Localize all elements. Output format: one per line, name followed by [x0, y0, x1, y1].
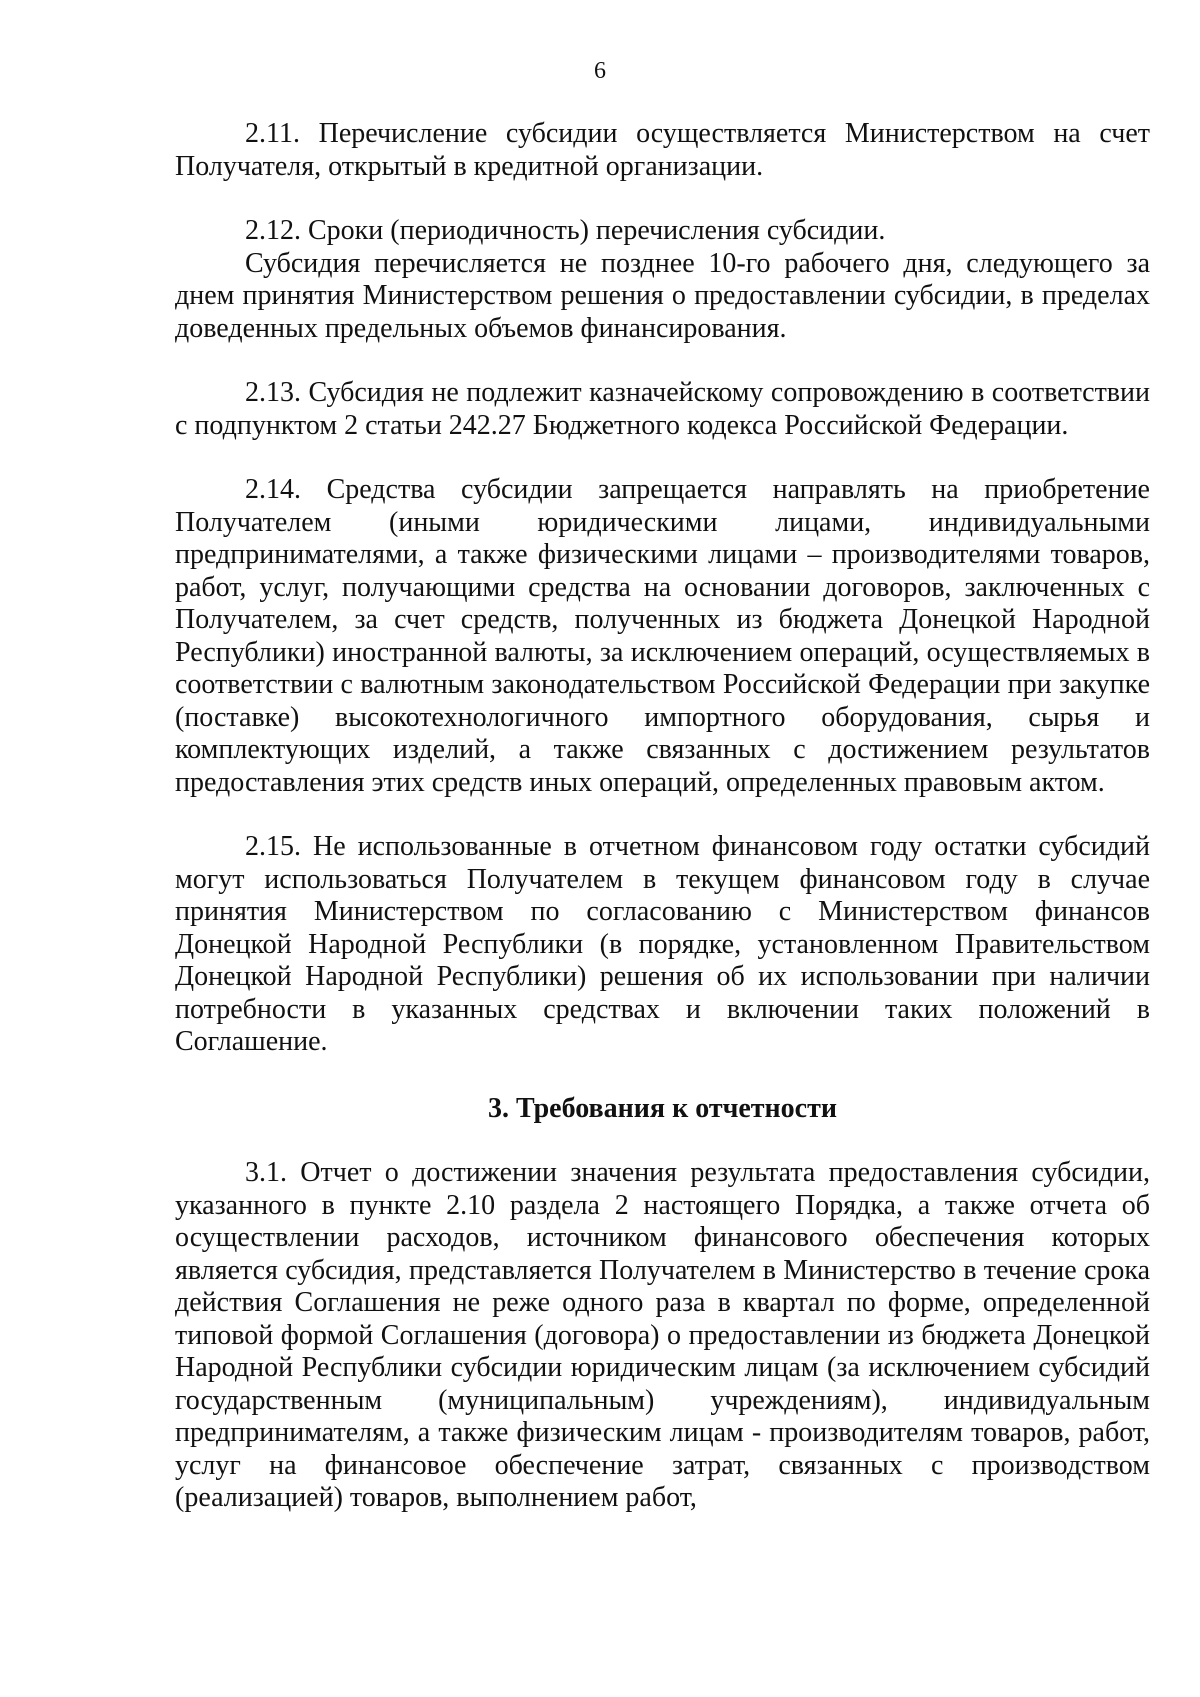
page-number: 6	[594, 58, 606, 84]
paragraph-2-11: 2.11. Перечисление субсидии осуществляется Министерством на счет Получателя, открытый в кредитной организации.	[175, 118, 1150, 182]
section-3-heading: 3. Требования к отчетности	[487, 1092, 837, 1124]
paragraph-2-15: 2.15. Не использованные в отчетном финансовом году остатки субсидий могут использоваться Получателем в текущем финансовом году в случае принятия Министерством по согласованию с Министерством финансов Донецкой Народной Республики (в порядке, установленном Правительством Донецкой Народной Республики) решения об их использовании при наличии потребности в указанных средствах и включении таких положений в Соглашение.	[175, 831, 1150, 1057]
paragraph-2-12-title: 2.12. Сроки (периодичность) перечисления субсидии.	[245, 215, 886, 246]
paragraph-2-14: 2.14. Средства субсидии запрещается направлять на приобретение Получателем (иными юридическими лицами, индивидуальными предпринимателями, а также физическими лицами – производителями товаров, работ, услуг, получающими средства на основании договоров, заключенных с Получателем, за счет средств, полученных из бюджета Донецкой Народной Республики) иностранной валюты, за исключением операций, осуществляемых в соответствии с валютным законодательством Российской Федерации при закупке (поставке) высокотехнологичного импортного оборудования, сырья и комплектующих изделий, а также связанных с достижением результатов предоставления этих средств иных операций, определенных правовым актом.	[175, 474, 1150, 798]
paragraph-2-12-body: Субсидия перечисляется не позднее 10-го рабочего дня, следующего за днем принятия Министерством решения о предоставлении субсидии, в пределах доведенных предельных объемов финансирования.	[175, 247, 1150, 344]
paragraph-2-13: 2.13. Субсидия не подлежит казначейскому сопровождению в соответствии с подпунктом 2 статьи 242.27 Бюджетного кодекса Российской Федерации.	[175, 377, 1150, 441]
paragraph-3-1: 3.1. Отчет о достижении значения результата предоставления субсидии, указанного в пункте 2.10 раздела 2 настоящего Порядка, а также отчета об осуществлении расходов, источником финансового обеспечения которых является субсидия, представляется Получателем в Министерство в течение срока действия Соглашения не реже одного раза в квартал по форме, определенной типовой формой Соглашения (договора) о предоставлении из бюджета Донецкой Народной Республики субсидии юридическим лицам (за исключением субсидий государственным (муниципальным) учреждениям), индивидуальным предпринимателям, а также физическим лицам - производителям товаров, работ, услуг на финансовое обеспечение затрат, связанных с производством (реализацией) товаров, выполнением работ,	[175, 1157, 1150, 1513]
document-body	[175, 118, 1150, 1515]
